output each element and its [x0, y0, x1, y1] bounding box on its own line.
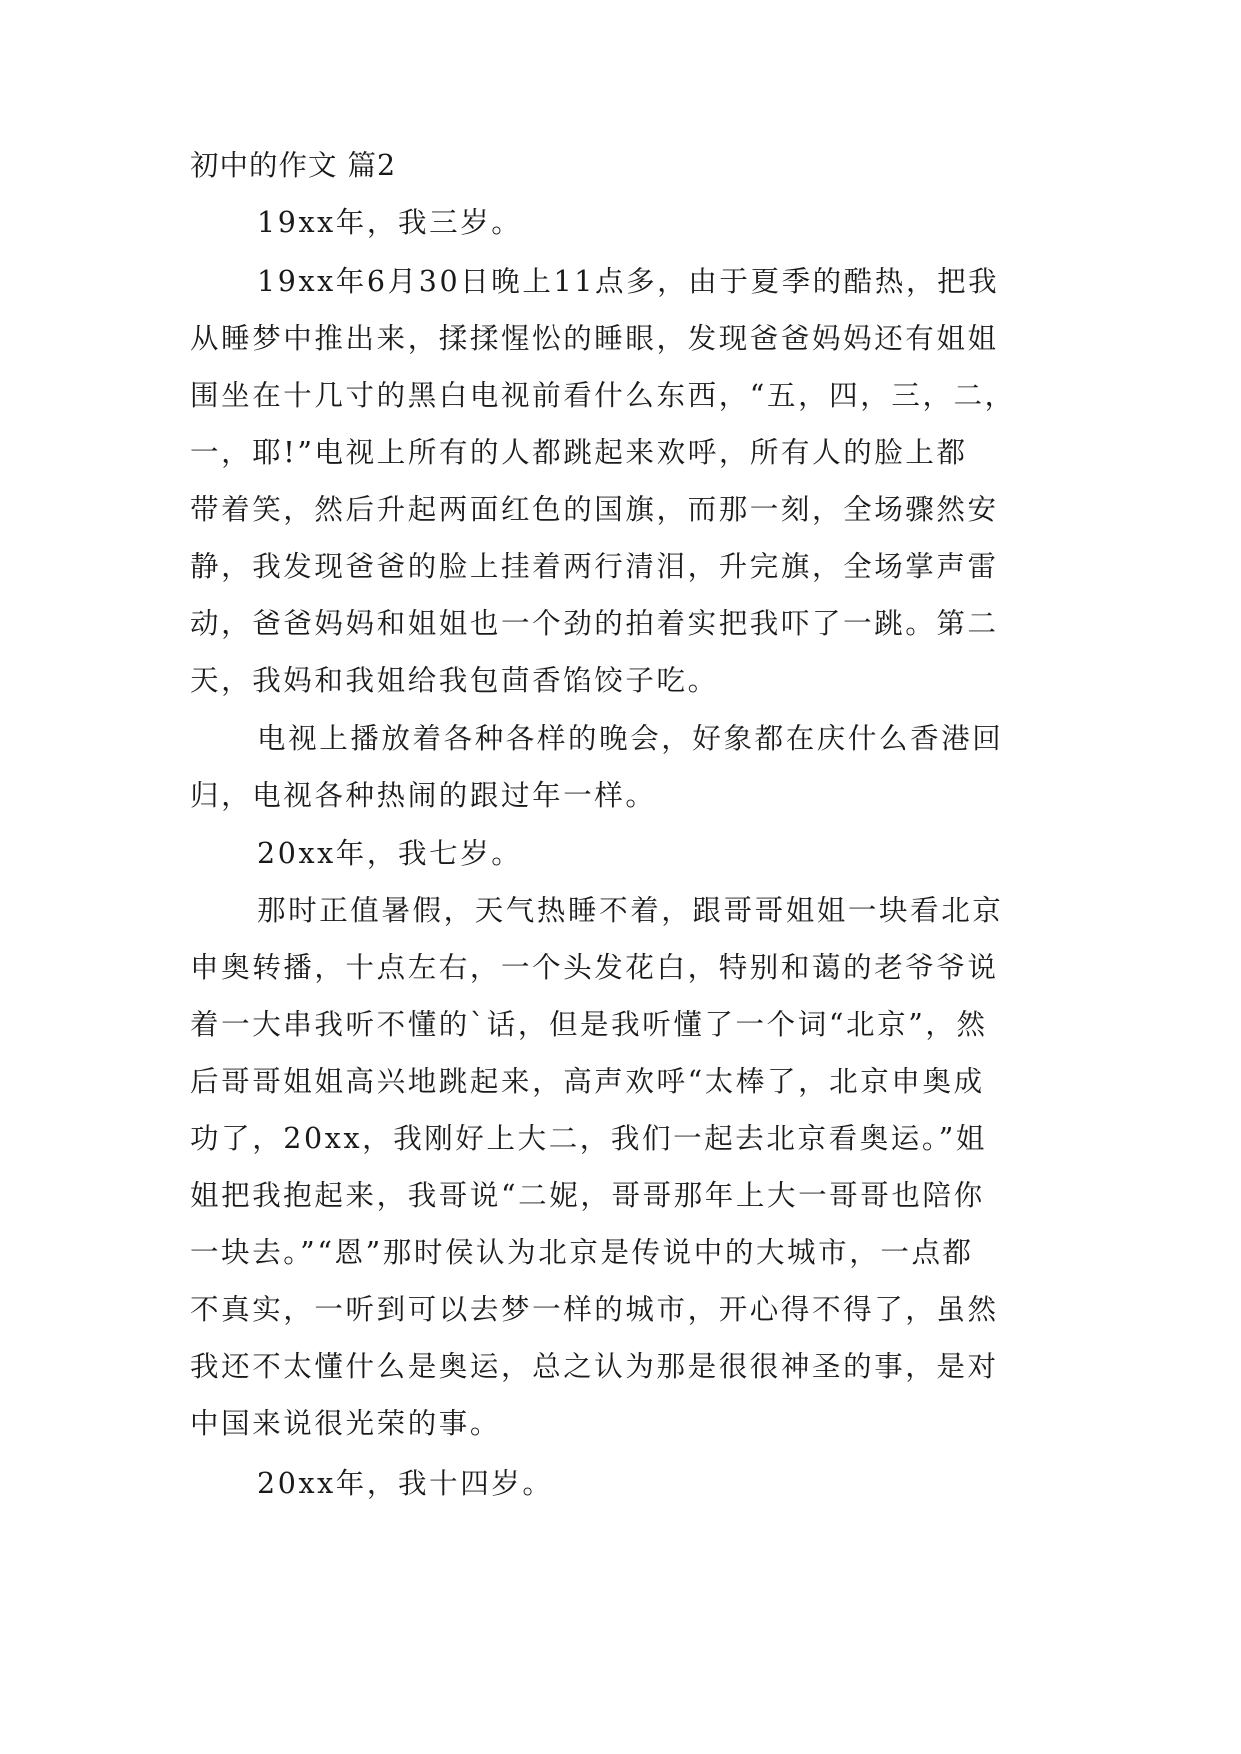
paragraph-line: 动，爸爸妈妈和姐姐也一个劲的拍着实把我吓了一跳。第二	[190, 607, 999, 640]
paragraph-line: 后哥哥姐姐高兴地跳起来，高声欢呼“太棒了，北京申奥成	[190, 1065, 985, 1098]
paragraph-line: 申奥转播，十点左右，一个头发花白，特别和蔼的老爷爷说	[190, 951, 999, 984]
essay-title: 初中的作文 篇2	[190, 149, 397, 182]
paragraph-line: 归，电视各种热闹的跟过年一样。	[190, 779, 657, 812]
paragraph-line: 中国来说很光荣的事。	[190, 1407, 502, 1440]
paragraph-line: 那时正值暑假，天气热睡不着，跟哥哥姐姐一块看北京	[257, 894, 1004, 927]
paragraph-line: 静，我发现爸爸的脸上挂着两行清泪，升完旗，全场掌声雷	[190, 550, 999, 583]
paragraph-line: 功了，20xx，我刚好上大二，我们一起去北京看奥运。”姐	[190, 1122, 988, 1155]
paragraph-line: 19xx年，我三岁。	[257, 206, 523, 239]
paragraph-line: 姐把我抱起来，我哥说“二妮，哥哥那年上大一哥哥也陪你	[190, 1179, 985, 1212]
paragraph-line: 不真实，一听到可以去梦一样的城市，开心得不得了，虽然	[190, 1293, 999, 1326]
paragraph-line: 一，耶!”电视上所有的人都跳起来欢呼，所有人的脸上都	[190, 436, 968, 469]
paragraph-line: 一块去。”“恩”那时侯认为北京是传说中的大城市，一点都	[190, 1236, 974, 1269]
paragraph-line: 带着笑，然后升起两面红色的国旗，而那一刻，全场骤然安	[190, 493, 999, 526]
paragraph-line: 着一大串我听不懂的`话，但是我听懂了一个词“北京”，然	[190, 1008, 988, 1041]
paragraph-line: 20xx年，我七岁。	[257, 837, 523, 870]
paragraph-line: 围坐在十几寸的黑白电视前看什么东西，“五，四，三，二，	[190, 379, 1016, 412]
paragraph-line: 电视上播放着各种各样的晚会，好象都在庆什么香港回	[257, 722, 1004, 755]
paragraph-line: 从睡梦中推出来，揉揉惺忪的睡眼，发现爸爸妈妈还有姐姐	[190, 322, 999, 355]
paragraph-line: 20xx年，我十四岁。	[257, 1467, 554, 1500]
paragraph-line: 我还不太懂什么是奥运，总之认为那是很很神圣的事，是对	[190, 1350, 999, 1383]
paragraph-line: 天，我妈和我姐给我包茴香馅饺子吃。	[190, 664, 719, 697]
paragraph-line: 19xx年6月30日晚上11点多，由于夏季的酷热，把我	[257, 265, 1000, 298]
